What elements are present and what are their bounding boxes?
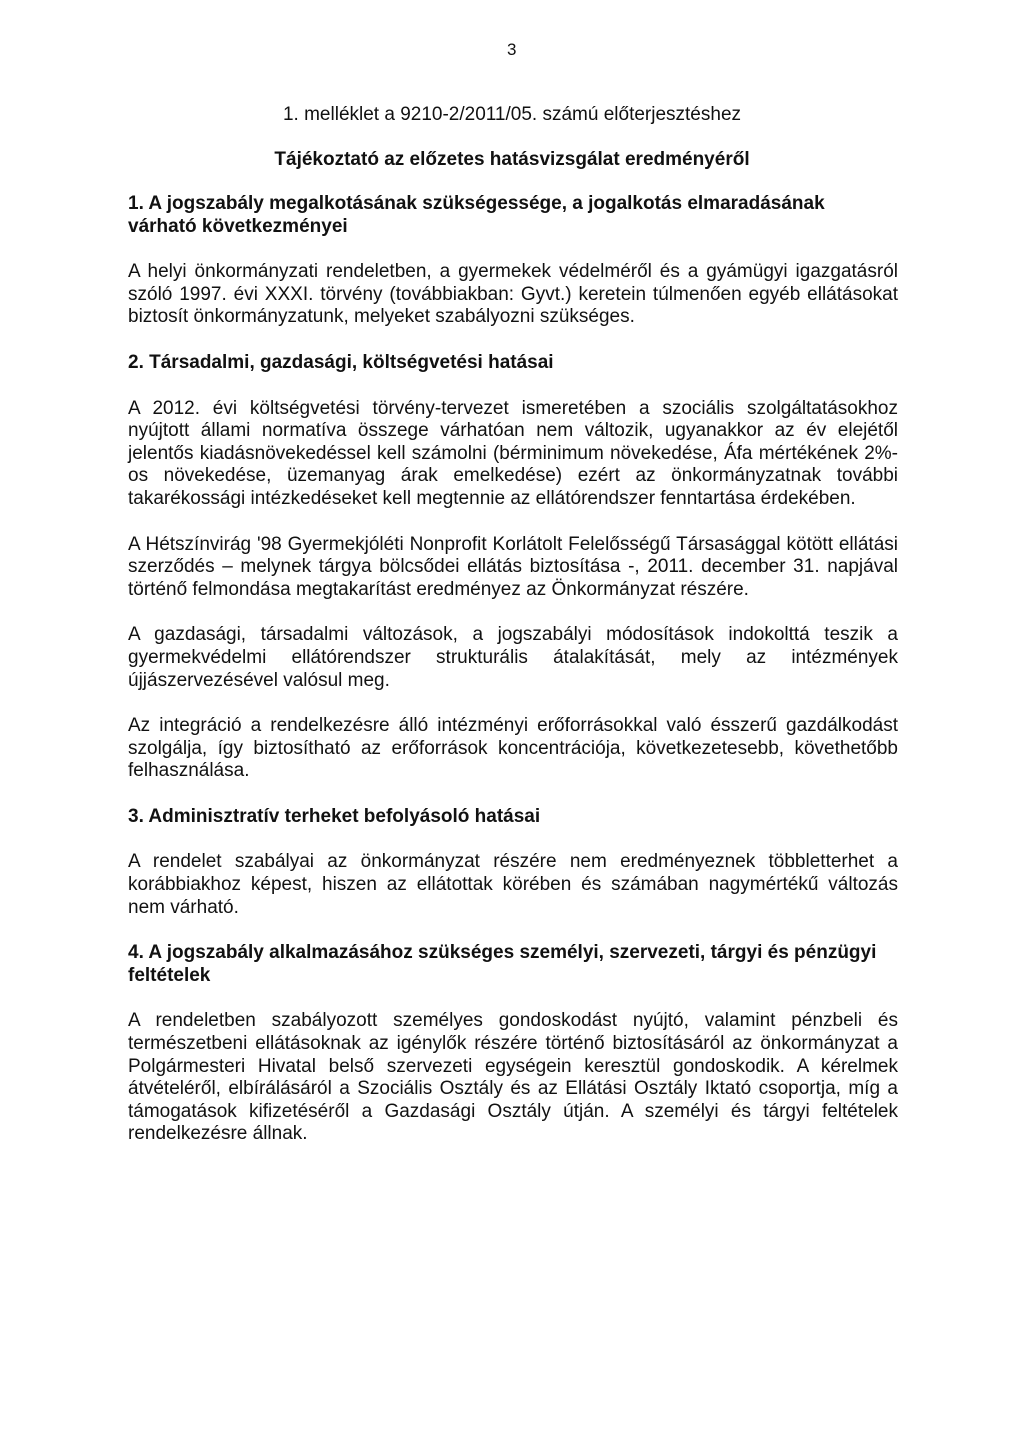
section-2-paragraph-2: A Hétszínvirág '98 Gyermekjóléti Nonprofit Korlátolt Felelősségű Társasággal kötött ellátási szerződés – melynek tárgya bölcsődei ellátás biztosítása -, 2011. december 31. napjával történő felmondása megtakarítást eredményez az Önkormányzat részére.: [128, 533, 898, 600]
section-2-paragraph-1: A 2012. évi költségvetési törvény-tervezet ismeretében a szociális szolgáltatásokhoz nyújtott állami normatíva összege várhatóan nem változik, ugyanakkor az év elejétől jelentős kiadásnövekedéssel kell számolni (bérminimum növekedése, Áfa mértékének 2%-os növekedése, üzemanyag árak emelkedése) ezért az önkormányzatnak további takarékossági intézkedéseket kell megtennie az ellátórendszer fenntartása érdekében.: [128, 397, 898, 509]
section-2-heading: 2. Társadalmi, gazdasági, költségvetési hatásai: [128, 351, 554, 373]
document-body: [128, 193, 898, 1146]
section-1-heading: 1. A jogszabály megalkotásának szükségessége, a jogalkotás elmaradásának várható következményei: [128, 193, 825, 237]
section-1-paragraph-1: A helyi önkormányzati rendeletben, a gyermekek védelméről és a gyámügyi igazgatásról szóló 1997. évi XXXI. törvény (továbbiakban: Gyvt.) keretein túlmenően egyéb ellátásokat biztosít önkormányzatunk, melyeket szabályozni szükséges.: [128, 261, 898, 328]
section-3-paragraph-1: A rendelet szabályai az önkormányzat részére nem eredményeznek többletterhet a korábbiakhoz képest, hiszen az ellátottak körében és számában nagymértékű változás nem várható.: [128, 851, 898, 918]
section-2-paragraph-4: Az integráció a rendelkezésre álló intézményi erőforrásokkal való ésszerű gazdálkodást szolgálja, így biztosítható az erőforrások koncentrációja, következetesebb, követhetőbb felhasználása.: [128, 715, 898, 782]
section-3-heading: 3. Adminisztratív terheket befolyásoló hatásai: [128, 805, 541, 827]
annex-reference: 1. melléklet a 9210-2/2011/05. számú előterjesztéshez: [282, 104, 742, 125]
page-number: 3: [507, 40, 517, 59]
section-2-paragraph-3: A gazdasági, társadalmi változások, a jogszabályi módosítások indokolttá teszik a gyermekvédelmi ellátórendszer strukturális átalakítását, mely az intézmények újjászervezésével valósul meg.: [128, 624, 898, 691]
section-4-heading: 4. A jogszabály alkalmazásához szükséges személyi, szervezeti, tárgyi és pénzügyi feltételek: [128, 942, 877, 986]
section-4-paragraph-1: A rendeletben szabályozott személyes gondoskodást nyújtó, valamint pénzbeli és természetbeni ellátásoknak az igénylők részére történő biztosításáról az önkormányzat a Polgármesteri Hivatal belső szervezeti egységein keresztül gondoskodik. A kérelmek átvételéről, elbírálásáról a Szociális Osztály és az Ellátási Osztály Iktató csoportja, míg a támogatások kifizetéséről a Gazdasági Osztály útján. A személyi és tárgyi feltételek rendelkezésre állnak.: [128, 1010, 898, 1145]
document-title: Tájékoztató az előzetes hatásvizsgálat eredményéről: [274, 149, 750, 170]
